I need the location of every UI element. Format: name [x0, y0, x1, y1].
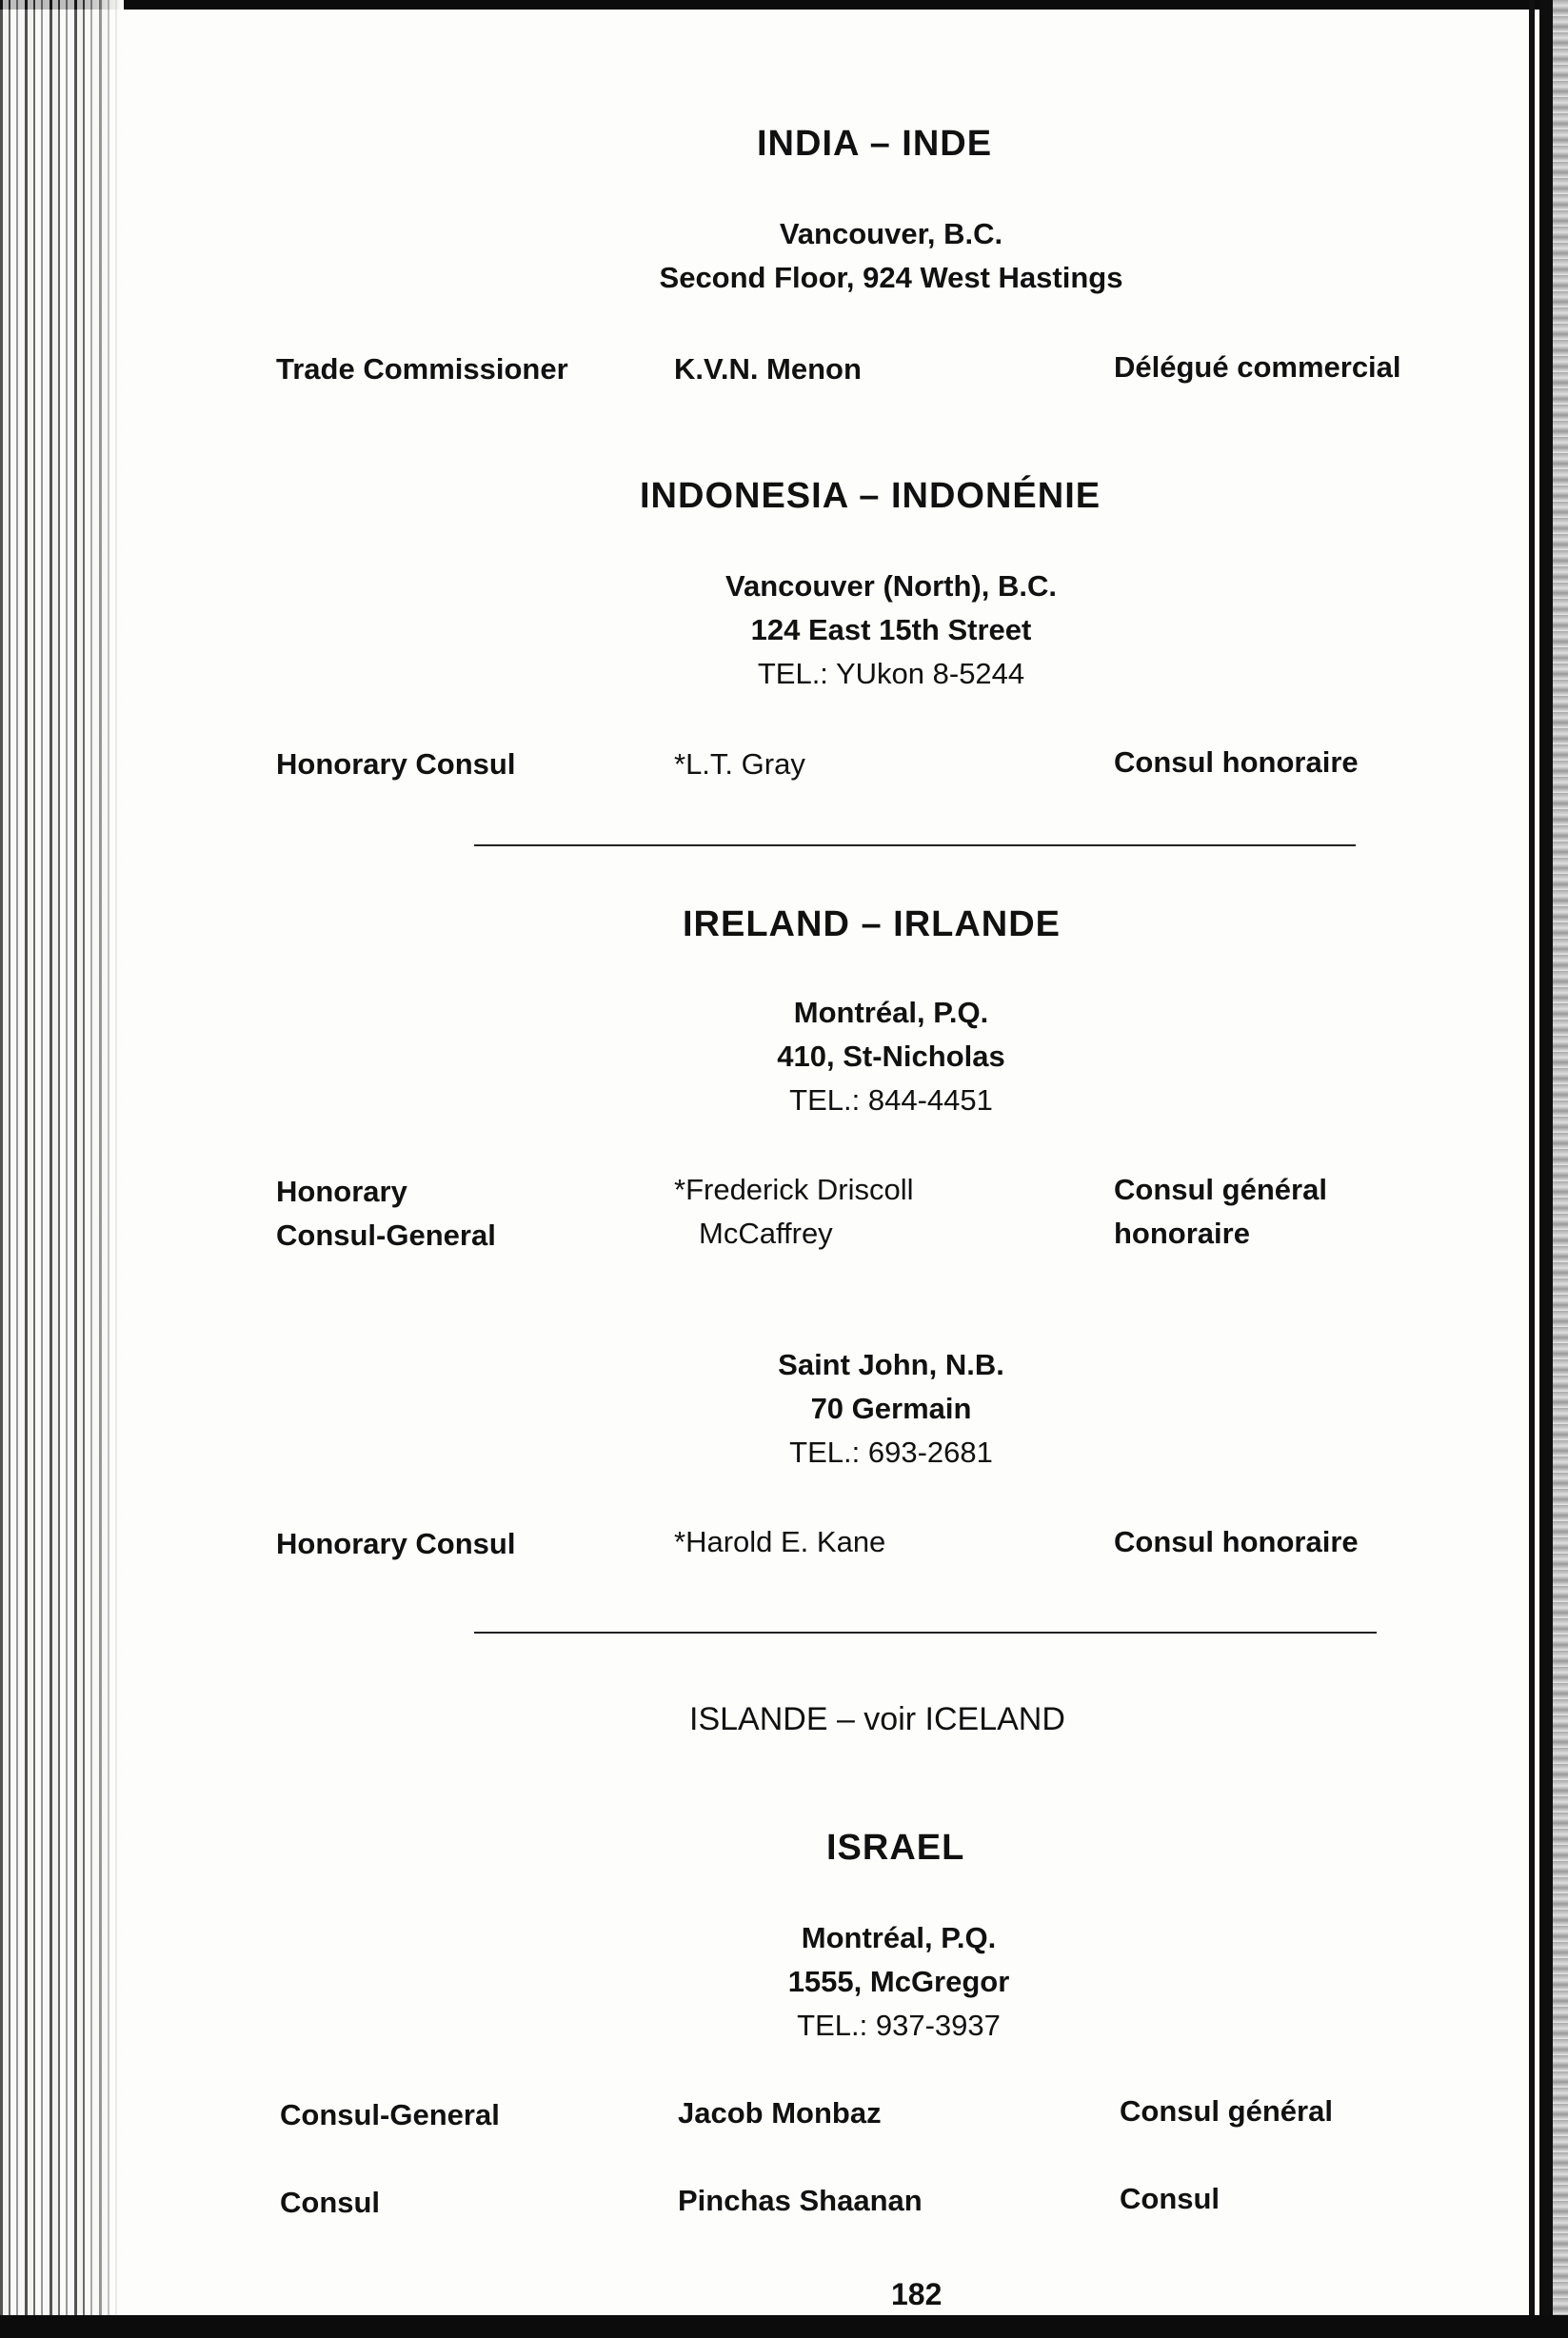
israel-title-en-2: Consul	[280, 2186, 381, 2219]
india-city: Vancouver, B.C.	[779, 217, 1003, 250]
page-number: 182	[891, 2277, 943, 2311]
india-title-fr: Délégué commercial	[1114, 350, 1401, 384]
ireland-title-fr-line2: honoraire	[1114, 1217, 1250, 1250]
ireland-saint-john-address: 70 Germain	[810, 1392, 972, 1425]
indonesia-title-en: Honorary Consul	[276, 747, 516, 781]
ireland-name-line1: *Frederick Driscoll	[674, 1173, 914, 1206]
indonesia-heading: INDONESIA – INDONÉNIE	[640, 476, 1102, 516]
scan-edge-right	[1529, 0, 1535, 2338]
scan-edge-bottom	[0, 2315, 1568, 2338]
ireland-saint-john-title-en: Honorary Consul	[276, 1527, 516, 1560]
ireland-montreal-address: 410, St-Nicholas	[777, 1040, 1005, 1073]
indonesia-title-fr: Consul honoraire	[1114, 745, 1359, 779]
scan-edge-right-gray	[1553, 0, 1568, 2338]
israel-title-en-1: Consul-General	[280, 2098, 500, 2131]
ireland-title-en-line1: Honorary	[276, 1175, 407, 1208]
ireland-title-fr-line1: Consul général	[1114, 1173, 1327, 1206]
israel-tel: TEL.: 937-3937	[797, 2009, 1001, 2042]
israel-name-2: Pinchas Shaanan	[678, 2184, 923, 2217]
israel-city: Montréal, P.Q.	[801, 1921, 997, 1954]
ireland-heading: IRELAND – IRLANDE	[683, 904, 1062, 944]
indonesia-address: 124 East 15th Street	[750, 613, 1032, 646]
ireland-saint-john-city: Saint John, N.B.	[778, 1348, 1004, 1381]
ireland-montreal-tel: TEL.: 844-4451	[789, 1083, 993, 1117]
indonesia-tel: TEL.: YUkon 8-5244	[757, 657, 1025, 690]
indonesia-name: *L.T. Gray	[674, 747, 805, 781]
israel-address: 1555, McGregor	[787, 1965, 1010, 1998]
ireland-saint-john-tel: TEL.: 693-2681	[789, 1436, 993, 1469]
india-name: K.V.N. Menon	[674, 352, 862, 386]
ireland-name-line2: McCaffrey	[699, 1217, 833, 1250]
indonesia-city: Vancouver (North), B.C.	[725, 569, 1057, 603]
ireland-montreal-city: Montréal, P.Q.	[793, 996, 989, 1029]
ireland-saint-john-title-fr: Consul honoraire	[1114, 1525, 1359, 1558]
section-divider	[474, 1632, 1377, 1634]
india-address: Second Floor, 924 West Hastings	[659, 261, 1123, 294]
israel-name-1: Jacob Monbaz	[678, 2096, 882, 2130]
scan-edge-right-dark	[1539, 0, 1553, 2338]
section-divider	[474, 844, 1356, 846]
scan-edge-left-fade	[86, 0, 124, 2338]
israel-title-fr-2: Consul	[1120, 2182, 1221, 2215]
india-heading: INDIA – INDE	[757, 124, 993, 164]
india-title-en: Trade Commissioner	[276, 352, 568, 386]
israel-heading: ISRAEL	[826, 1828, 965, 1868]
islande-crossref: ISLANDE – voir ICELAND	[689, 1701, 1065, 1737]
ireland-saint-john-name: *Harold E. Kane	[674, 1525, 886, 1558]
israel-title-fr-1: Consul général	[1120, 2094, 1333, 2128]
scan-edge-top	[0, 0, 1568, 10]
ireland-title-en-line2: Consul-General	[276, 1219, 496, 1252]
